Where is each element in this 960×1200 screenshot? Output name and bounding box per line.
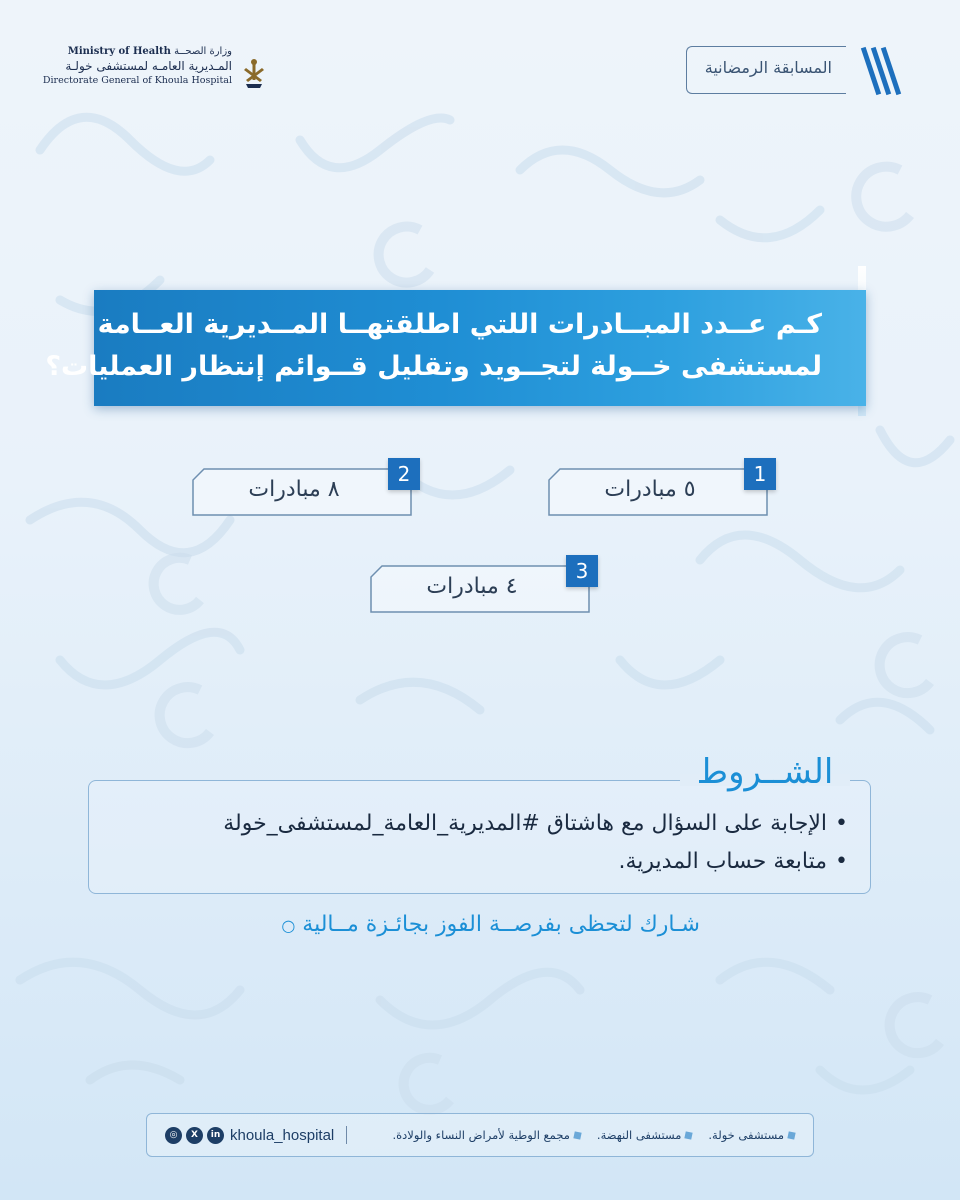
ministry-logo — [40, 42, 280, 102]
option-number-badge: 1 — [744, 458, 776, 490]
square-bullet-icon — [685, 1131, 693, 1139]
social-handle[interactable]: khoula_hospital — [230, 1126, 335, 1144]
instagram-icon[interactable]: ◎ — [165, 1127, 182, 1144]
contest-label: المسابقة الرمضانية — [704, 58, 832, 77]
contest-tag — [692, 46, 902, 96]
crescent-emblem-icon — [232, 42, 280, 102]
footer-divider — [346, 1126, 347, 1144]
logo-text — [43, 46, 232, 86]
option-label: ٥ مبادرات — [604, 477, 696, 502]
option-label: ٨ مبادرات — [248, 477, 340, 502]
hospital-item-2: مستشفى النهضة. — [597, 1128, 692, 1142]
participate-text: شـارك لتحظى بفرصــة الفوز بجائـزة مــالية — [302, 912, 700, 937]
participate-line — [200, 912, 700, 948]
ring-bullet-icon: ○ — [281, 915, 296, 935]
footer-bar — [146, 1113, 814, 1157]
logo-directorate-en: Directorate General of Khoula Hospital — [42, 75, 232, 86]
question-line-1: كـم عــدد المبــادرات اللتي اطلقتهــا المــديرية العــامة — [97, 309, 822, 340]
answer-option-2[interactable] — [192, 462, 412, 516]
conditions-list — [108, 805, 848, 881]
x-icon[interactable]: X — [186, 1127, 203, 1144]
conditions-box — [88, 780, 871, 894]
logo-ministry-ar: وزارة الصحــة — [174, 46, 232, 57]
linkedin-icon[interactable]: in — [207, 1127, 224, 1144]
answer-option-1[interactable] — [548, 462, 768, 516]
condition-item-2: • متابعة حساب المديرية. — [108, 843, 848, 881]
stripes-icon — [856, 46, 902, 96]
social-group — [165, 1126, 359, 1144]
logo-directorate-ar: المـديرية العامـه لمستشفى خولـة — [65, 59, 232, 73]
hospital-item-1: مستشفى خولة. — [708, 1128, 795, 1142]
question-line-2: لمستشفى خــولة لتجــويد وتقليل قــوائم إنتظار العمليات؟ — [45, 351, 822, 382]
option-label: ٤ مبادرات — [426, 574, 518, 599]
conditions-title: الشــروط — [696, 752, 834, 792]
hospital-item-3: مجمع الوطية لأمراض النساء والولادة. — [392, 1128, 580, 1142]
square-bullet-icon — [573, 1131, 581, 1139]
condition-item-1: • الإجابة على السؤال مع هاشتاق #المديرية_العامة_لمستشفى_خولة — [108, 805, 848, 843]
option-number-badge: 3 — [566, 555, 598, 587]
logo-ministry-en: Ministry of Health — [67, 46, 171, 57]
logo-ministry — [43, 46, 232, 57]
question-text — [45, 304, 822, 388]
social-icons — [165, 1127, 224, 1144]
option-number-badge: 2 — [388, 458, 420, 490]
square-bullet-icon — [787, 1131, 795, 1139]
hospital-list — [392, 1128, 795, 1142]
answer-option-3[interactable] — [370, 559, 590, 613]
question-banner — [45, 290, 866, 406]
